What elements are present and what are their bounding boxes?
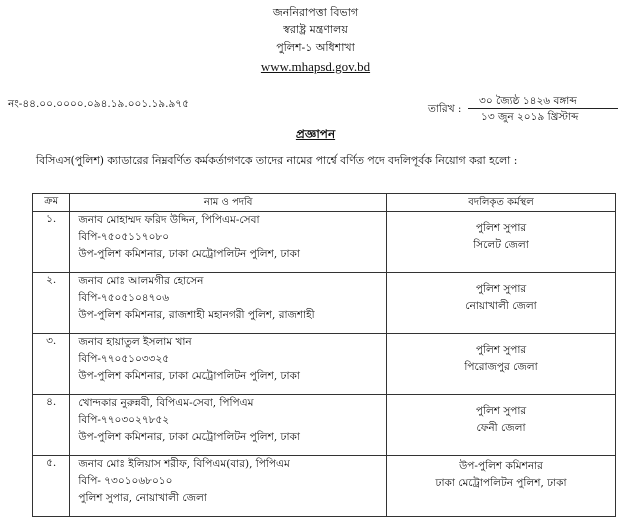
officer-current: উপ-পুলিশ কমিশনার, রাজশাহী মহানগরী পুলিশ, রাজশাহী — [78, 309, 315, 321]
date-divider — [468, 108, 618, 109]
posting-place: ঢাকা মেট্রোপলিটন পুলিশ, ঢাকা — [435, 477, 567, 489]
posting-title: পুলিশ সুপার — [475, 405, 527, 417]
posting-title: পুলিশ সুপার — [475, 283, 527, 295]
table-row — [33, 456, 616, 517]
posting-title: পুলিশ সুপার — [475, 344, 527, 356]
row-officer — [70, 395, 387, 456]
officer-bp: বিপি-৭৫০৫১১৭০৮০ — [78, 231, 170, 243]
row-officer — [70, 456, 387, 517]
posting-place: ফেনী জেলা — [476, 422, 526, 434]
header-name: নাম ও পদবি — [70, 194, 387, 212]
officer-name: খোন্দকার নুরুন্নবী, বিপিএম-সেবা, পিপিএম — [78, 397, 254, 409]
table-row — [33, 395, 616, 456]
officer-bp: বিপি- ৭৩০১০৬৮০১০ — [78, 475, 173, 487]
row-serial: ২. — [33, 273, 70, 334]
branch-name: পুলিশ-১ অধিশাখা — [276, 41, 355, 54]
posting-title: উপ-পুলিশ কমিশনার — [459, 460, 543, 472]
notice-title: প্রজ্ঞাপন — [295, 127, 336, 141]
posting-title: পুলিশ সুপার — [475, 222, 527, 234]
officer-current: উপ-পুলিশ কমিশনার, ঢাকা মেট্রোপলিটন পুলিশ, ঢাকা — [78, 370, 300, 382]
posting-place: পিরোজপুর জেলা — [464, 361, 538, 373]
transfer-table — [32, 193, 616, 517]
date-gregorian: ১৩ জুন ২০১৯ খ্রিস্টাব্দ — [481, 111, 579, 123]
row-posting — [387, 212, 616, 273]
table-row — [33, 334, 616, 395]
officer-bp: বিপি-৭৫০৫১০৪৭০৬ — [78, 292, 170, 304]
officer-name: জনাব মোঃ ইলিয়াস শরীফ, বিপিএম(বার), পিপিএম — [78, 458, 290, 470]
officer-bp: বিপি-৭৭০৩০২৭৮৫২ — [78, 414, 170, 426]
officer-current: উপ-পুলিশ কমিশনার, ঢাকা মেট্রোপলিটন পুলিশ, ঢাকা — [78, 431, 300, 443]
intro-text: বিসিএস(পুলিশ) ক্যাডারের নিম্নবর্ণিত কর্মকর্তাগণকে তাদের নামের পার্শ্বে বর্ণিত পদে বদলিপূর্বক নিয়োগ করা হলো : — [36, 154, 518, 167]
ministry-name: স্বরাষ্ট্র মন্ত্রণালয় — [283, 23, 348, 36]
memo-number: নং-৪৪.০০.০০০০.০৯৪.১৯.০০১.১৯.৯৭৫ — [8, 98, 189, 110]
row-officer — [70, 334, 387, 395]
officer-name: জনাব মোহাম্মদ ফরিদ উদ্দিন, পিপিএম-সেবা — [78, 214, 260, 226]
row-posting — [387, 456, 616, 517]
date-bangla: ৩০ জ্যৈষ্ঠ ১৪২৬ বঙ্গাব্দ — [479, 95, 577, 107]
row-serial: ৪. — [33, 395, 70, 456]
officer-name: জনাব হায়াতুল ইসলাম খান — [78, 336, 192, 348]
row-serial: ৫. — [33, 456, 70, 517]
row-officer — [70, 273, 387, 334]
posting-place: সিলেট জেলা — [473, 239, 529, 251]
table-header-row — [33, 194, 616, 212]
table-row — [33, 273, 616, 334]
row-serial: ১. — [33, 212, 70, 273]
officer-name: জনাব মোঃ আলমগীর হোসেন — [78, 275, 204, 287]
website-link[interactable]: www.mhapsd.gov.bd — [260, 59, 371, 74]
division-name: জননিরাপত্তা বিভাগ — [272, 6, 359, 19]
officer-current: উপ-পুলিশ কমিশনার, ঢাকা মেট্রোপলিটন পুলিশ, ঢাকা — [78, 248, 300, 260]
row-posting — [387, 395, 616, 456]
date-label: তারিখ : — [428, 103, 462, 115]
posting-place: নোয়াখালী জেলা — [465, 300, 537, 312]
row-posting — [387, 273, 616, 334]
header-serial: ক্রম — [33, 194, 70, 212]
row-posting — [387, 334, 616, 395]
row-serial: ৩. — [33, 334, 70, 395]
table-row — [33, 212, 616, 273]
row-officer — [70, 212, 387, 273]
officer-bp: বিপি-৭৭০৫১০৩৩২৫ — [78, 353, 170, 365]
header-posting: বদলিকৃত কর্মস্থল — [387, 194, 616, 212]
officer-current: পুলিশ সুপার, নোয়াখালী জেলা — [78, 492, 207, 504]
